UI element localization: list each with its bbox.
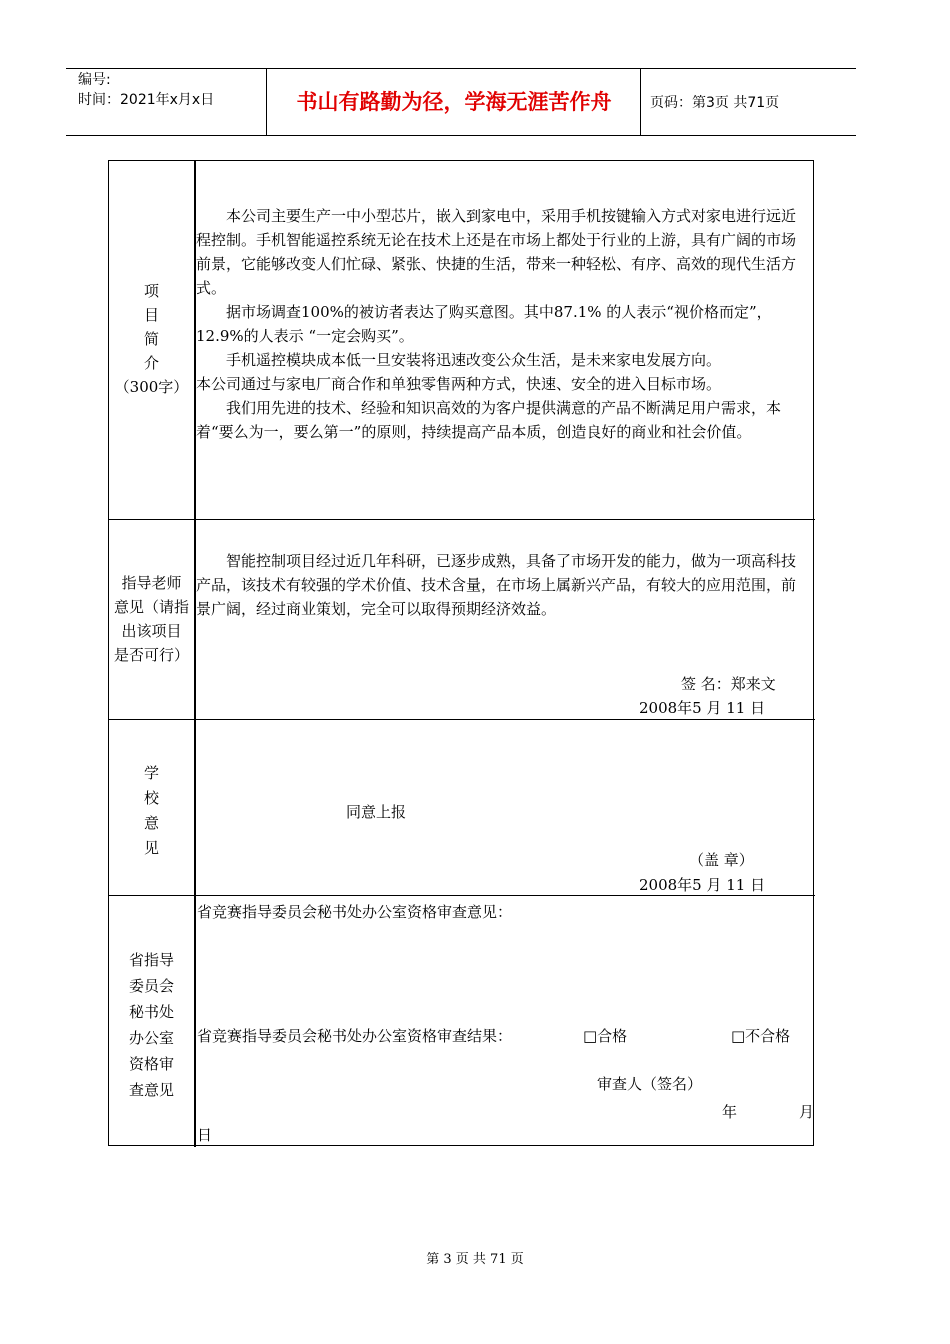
document-number-label: 编号: <box>78 72 111 88</box>
header-divider-left <box>266 69 267 136</box>
intro-paragraph: 我们用先进的技术、经验和知识高效的为客户提供满意的产品不断满足用户需求，本着“要么为一，要么第一”的原则，持续提高产品本质，创造良好的商业和社会价值。 <box>196 399 782 441</box>
intro-paragraph: 本公司主要生产一中小型芯片，嵌入到家电中，采用手机按键输入方式对家电进行远近程控制。手机智能遥控系统无论在技术上还是在市场上都处于行业的上游，具有广阔的市场前景，它能够改变人们忙碌、紧张、快捷的生活，带来一种轻松、有序、高效的现代生活方式。 <box>196 207 797 297</box>
advisor-content <box>196 549 808 621</box>
row-divider-2 <box>109 719 815 720</box>
province-label-line: 办公室 <box>128 1029 174 1047</box>
province-result-title: 省竞赛指导委员会秘书处办公室资格审查结果： <box>197 1027 513 1045</box>
school-label-line: 校 <box>143 789 159 807</box>
advisor-label-line: 意见（请指 <box>113 598 189 616</box>
advisor-label-line: 出该项目 <box>121 622 182 640</box>
review-year: 年 <box>722 1103 738 1121</box>
intro-paragraph: 本公司通过与家电厂商合作和单独零售两种方式，快速、安全的进入目标市场。 <box>196 375 722 393</box>
province-label-line: 委员会 <box>128 977 174 995</box>
header-page-info: 页码：第3页 共71页 <box>650 95 780 111</box>
header-meta <box>78 70 214 110</box>
advisor-label <box>109 571 194 667</box>
intro-paragraph: 手机遥控模块成本低一旦安装将迅速改变公众生活，是未来家电发展方向。 <box>226 351 722 369</box>
advisor-opinion-text: 智能控制项目经过近几年科研，已逐步成熟，具备了市场开发的能力，做为一项高科技产品，该技术有较强的学术价值、技术含量，在市场上属新兴产品，有较大的应用范围，前景广阔，经过商业策划，完全可以取得预期经济效益。 <box>196 552 797 618</box>
intro-content <box>196 204 808 444</box>
advisor-signature: 签 名：郑来文 <box>681 675 776 693</box>
province-label-line: 查意见 <box>128 1081 174 1099</box>
intro-paragraph: 据市场调查100%的被访者表达了购买意图。其中87.1% 的人表示“视价格而定”，12.9%的人表示 “一定会购买”。 <box>196 303 772 345</box>
intro-label <box>109 279 194 399</box>
province-label-line: 秘书处 <box>128 1003 174 1021</box>
intro-label-line: （300字） <box>114 378 189 396</box>
intro-label-line: 项 <box>143 282 159 300</box>
fail-checkbox[interactable]: □不合格 <box>731 1027 791 1045</box>
header-divider-right <box>640 69 641 136</box>
advisor-label-line: 是否可行） <box>113 646 189 664</box>
header-bottom-rule <box>66 135 856 136</box>
pass-checkbox[interactable]: □合格 <box>583 1027 628 1045</box>
intro-label-line: 介 <box>143 354 159 372</box>
review-day: 日 <box>197 1126 213 1144</box>
review-month: 月 <box>799 1103 815 1121</box>
advisor-date: 2008年5 月 11 日 <box>639 699 766 717</box>
application-form-table <box>108 160 814 1146</box>
header-top-rule <box>66 68 856 69</box>
school-label-line: 意 <box>143 814 159 832</box>
intro-label-line: 简 <box>143 330 159 348</box>
school-label-line: 见 <box>143 839 159 857</box>
province-label-line: 省指导 <box>128 951 174 969</box>
school-label-line: 学 <box>143 764 159 782</box>
province-opinion-title: 省竞赛指导委员会秘书处办公室资格审查意见： <box>197 903 513 921</box>
school-seal: （盖 章） <box>689 851 754 869</box>
row-divider-1 <box>109 519 815 520</box>
page-footer: 第 3 页 共 71 页 <box>426 1252 524 1267</box>
document-time: 时间：2021年x月x日 <box>78 92 215 108</box>
intro-label-line: 目 <box>143 306 159 324</box>
reviewer-signature: 审查人（签名） <box>597 1075 703 1093</box>
school-date: 2008年5 月 11 日 <box>639 876 766 894</box>
school-label <box>109 761 194 861</box>
advisor-label-line: 指导老师 <box>121 574 182 592</box>
province-label <box>109 947 194 1103</box>
header-motto: 书山有路勤为径，学海无涯苦作舟 <box>296 90 612 114</box>
province-label-line: 资格审 <box>128 1055 174 1073</box>
row-divider-3 <box>109 895 815 896</box>
school-opinion-text: 同意上报 <box>346 803 407 821</box>
